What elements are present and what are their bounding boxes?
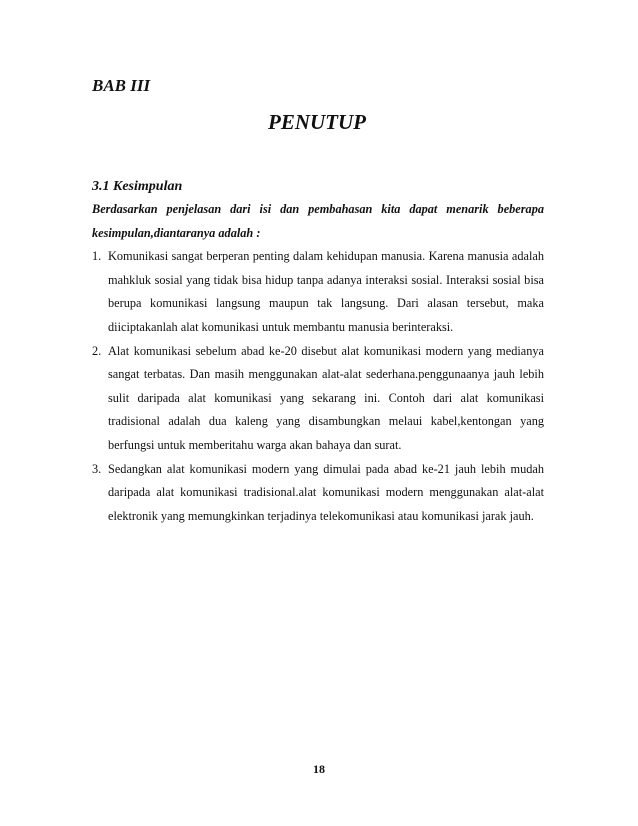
list-item-number: 3. <box>92 461 102 476</box>
chapter-title <box>0 110 638 135</box>
list-item-number: 1. <box>92 249 102 264</box>
list-item <box>92 458 544 529</box>
conclusion-list <box>92 245 544 528</box>
chapter-label: BAB III <box>92 76 151 95</box>
list-item-number: 2. <box>92 343 102 358</box>
section-heading: 3.1 Kesimpulan <box>92 179 183 194</box>
list-item-text: Alat komunikasi sebelum abad ke-20 disebut alat komunikasi modern yang medianya sangat terbatas. Dan masih menggunakan alat-alat sederhana.penggunaanya jauh lebih sulit daripada alat komunikasi yang sekarang ini. Contoh dari alat komunikasi tradisional adalah dua kaleng yang disambungkan melaui kabel,kentongan yang berfungsi untuk memberitahu warga akan bahaya dan surat. <box>108 343 544 452</box>
list-item-text: Komunikasi sangat berperan penting dalam kehidupan manusia. Karena manusia adalah mahkluk sosial yang tidak bisa hidup tanpa adanya interaksi sosial. Interaksi sosial bisa berupa komunikasi langsung maupun tak langsung. Dari alasan tersebut, maka diiciptakanlah alat komunikasi untuk membantu manusia berinteraksi. <box>108 249 544 334</box>
intro-paragraph: Berdasarkan penjelasan dari isi dan pembahasan kita dapat menarik beberapa kesimpulan,diantaranya adalah : <box>92 202 544 240</box>
chapter-title-text: PENUTUP <box>268 110 366 134</box>
section-body <box>92 198 544 528</box>
list-item <box>92 245 544 339</box>
list-item-text: Sedangkan alat komunikasi modern yang dimulai pada abad ke-21 jauh lebih mudah daripada alat komunikasi tradisional.alat komunikasi modern menggunakan alat-alat elektronik yang memungkinkan terjadinya telekomunikasi atau komunikasi jarak jauh. <box>108 461 544 523</box>
list-item <box>92 340 544 458</box>
page-number: 18 <box>313 762 325 776</box>
